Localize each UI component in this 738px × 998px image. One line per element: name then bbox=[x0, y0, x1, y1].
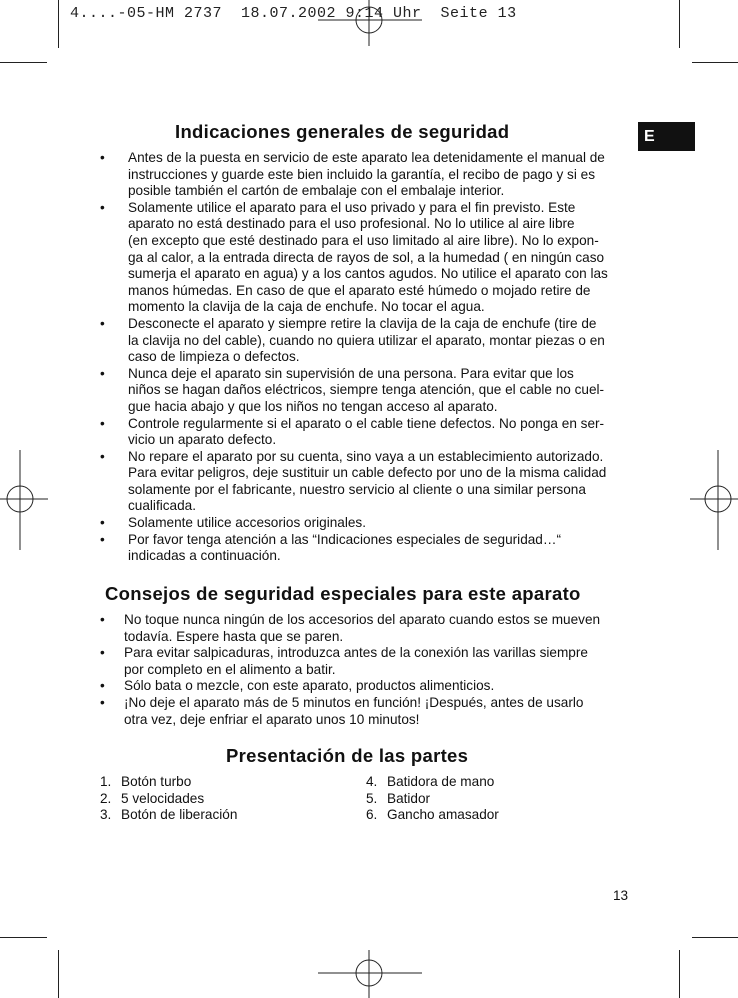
list-item bbox=[91, 532, 636, 565]
list-item-line: (en excepto que esté destinado para el uso limitado al aire libre). No lo expon- bbox=[128, 232, 599, 248]
list-item-line: Por favor tenga atención a las “Indicaciones especiales de seguridad…“ bbox=[128, 531, 561, 547]
part-label: Batidora de mano bbox=[387, 774, 495, 789]
list-item-line: vicio un aparato defecto. bbox=[128, 432, 277, 448]
bullet-icon: • bbox=[100, 612, 105, 627]
list-item-line: Solamente utilice el aparato para el uso privado y para el fin previsto. Este bbox=[128, 199, 576, 215]
part-number: 1. bbox=[100, 774, 112, 789]
bullet-icon: • bbox=[100, 199, 105, 215]
bullet-icon: • bbox=[100, 150, 105, 165]
list-item-line: otra vez, deje enfriar el aparato unos 10 minutos! bbox=[124, 711, 420, 727]
list-item-line: ga al calor, a la entrada directa de rayos de sol, a la humedad ( en ningún caso bbox=[128, 249, 605, 265]
list-item-line: Solamente utilice accesorios originales. bbox=[128, 515, 367, 531]
part-item bbox=[366, 791, 499, 808]
list-item-line: instrucciones y guarde este bien incluido la garantía, el recibo de pago y si es bbox=[128, 166, 595, 182]
part-item bbox=[100, 807, 237, 824]
list-item-line: Sólo bata o mezcle, con este aparato, productos alimenticios. bbox=[124, 678, 495, 694]
section-title-special-safety: Consejos de seguridad especiales para este aparato bbox=[105, 583, 581, 604]
part-label: 5 velocidades bbox=[121, 790, 205, 806]
list-item-line: aparato no está destinado para el uso profesional. No lo utilice al aire libre bbox=[128, 216, 575, 232]
part-label: Botón turbo bbox=[121, 774, 192, 789]
section-title-parts: Presentación de las partes bbox=[226, 745, 469, 766]
list-item-line: niños se hagan daños eléctricos, siempre tenga atención, que el cable no cuel- bbox=[128, 382, 605, 398]
part-number: 5. bbox=[366, 790, 378, 806]
list-item-line: solamente por el fabricante, nuestro servicio al cliente o una similar persona bbox=[128, 481, 586, 497]
list-item-line: sumerja el aparato en agua) y a los cantos agudos. No utilice el aparato con las bbox=[128, 266, 608, 282]
list-item bbox=[91, 316, 636, 366]
list-item-line: Nunca deje el aparato sin supervisión de una persona. Para evitar que los bbox=[128, 365, 574, 381]
list-item bbox=[91, 695, 636, 728]
page-number: 13 bbox=[613, 888, 629, 903]
list-item-line: No repare el aparato por su cuenta, sino vaya a un establecimiento autorizado. bbox=[128, 448, 604, 464]
registration-mark-right bbox=[690, 450, 738, 550]
general-safety-list bbox=[91, 150, 636, 565]
part-label: Gancho amasador bbox=[387, 807, 499, 823]
list-item-line: momento la clavija de la caja de enchufe. No tocar el agua. bbox=[128, 299, 485, 315]
list-item-line: gue hacia abajo y que los niños no tengan acceso al aparato. bbox=[128, 398, 498, 414]
list-item bbox=[91, 678, 636, 695]
part-label: Botón de liberación bbox=[121, 807, 238, 823]
bullet-icon: • bbox=[100, 678, 105, 694]
list-item bbox=[91, 366, 636, 416]
bullet-icon: • bbox=[100, 315, 105, 331]
list-item-line: Desconecte el aparato y siempre retire la clavija de la caja de enchufe (tire de bbox=[128, 315, 597, 331]
registration-mark-bottom bbox=[318, 950, 422, 998]
bullet-icon: • bbox=[100, 415, 105, 431]
list-item bbox=[91, 449, 636, 515]
list-item bbox=[91, 645, 636, 678]
list-item-line: caso de limpieza o defectos. bbox=[128, 349, 300, 365]
list-item-line: indicadas a continuación. bbox=[128, 548, 281, 564]
list-item bbox=[91, 515, 636, 532]
bullet-icon: • bbox=[100, 365, 105, 381]
special-safety-list bbox=[91, 612, 636, 728]
part-item bbox=[366, 774, 499, 791]
list-item bbox=[91, 150, 636, 200]
part-number: 2. bbox=[100, 790, 112, 806]
registration-mark-left bbox=[0, 450, 48, 550]
list-item bbox=[91, 200, 636, 316]
list-item-line: posible también el cartón de embalaje con el embalaje interior. bbox=[128, 183, 505, 199]
list-item-line: cualificada. bbox=[128, 498, 197, 514]
list-item-line: Para evitar salpicaduras, introduzca antes de la conexión las varillas siempre bbox=[124, 645, 588, 661]
part-item bbox=[100, 791, 237, 808]
parts-list-column-2 bbox=[366, 774, 499, 824]
part-number: 6. bbox=[366, 807, 378, 823]
bullet-icon: • bbox=[100, 531, 105, 547]
list-item-line: Para evitar peligros, deje sustituir un cable defecto por uno de la misma calidad bbox=[128, 465, 607, 481]
print-header: 4....-05-HM 2737 18.07.2002 9:14 Uhr Seite 13 bbox=[70, 5, 517, 22]
part-number: 4. bbox=[366, 774, 378, 789]
bullet-icon: • bbox=[100, 694, 105, 710]
bullet-icon: • bbox=[100, 645, 105, 661]
part-item bbox=[100, 774, 237, 791]
list-item-line: todavía. Espere hasta que se paren. bbox=[124, 628, 344, 644]
list-item bbox=[91, 612, 636, 645]
list-item-line: manos húmedas. En caso de que el aparato esté húmedo o mojado retire de bbox=[128, 282, 591, 298]
part-label: Batidor bbox=[387, 790, 431, 806]
list-item-line: Controle regularmente si el aparato o el cable tiene defectos. No ponga en ser- bbox=[128, 415, 605, 431]
list-item-line: ¡No deje el aparato más de 5 minutos en función! ¡Después, antes de usarlo bbox=[124, 694, 584, 710]
part-item bbox=[366, 807, 499, 824]
part-number: 3. bbox=[100, 807, 112, 823]
section-title-general-safety: Indicaciones generales de seguridad bbox=[175, 121, 510, 142]
list-item-line: la clavija no del cable), cuando no quiera utilizar el aparato, montar piezas o en bbox=[128, 332, 605, 348]
registration-mark-top bbox=[318, 0, 422, 48]
list-item bbox=[91, 416, 636, 449]
list-item-line: No toque nunca ningún de los accesorios del aparato cuando estos se mueven bbox=[124, 612, 601, 627]
language-tab: E bbox=[638, 122, 695, 151]
bullet-icon: • bbox=[100, 448, 105, 464]
list-item-line: Antes de la puesta en servicio de este aparato lea detenidamente el manual de bbox=[128, 150, 605, 165]
list-item-line: por completo en el alimento a batir. bbox=[124, 661, 336, 677]
bullet-icon: • bbox=[100, 515, 105, 531]
parts-list-column-1 bbox=[100, 774, 237, 824]
